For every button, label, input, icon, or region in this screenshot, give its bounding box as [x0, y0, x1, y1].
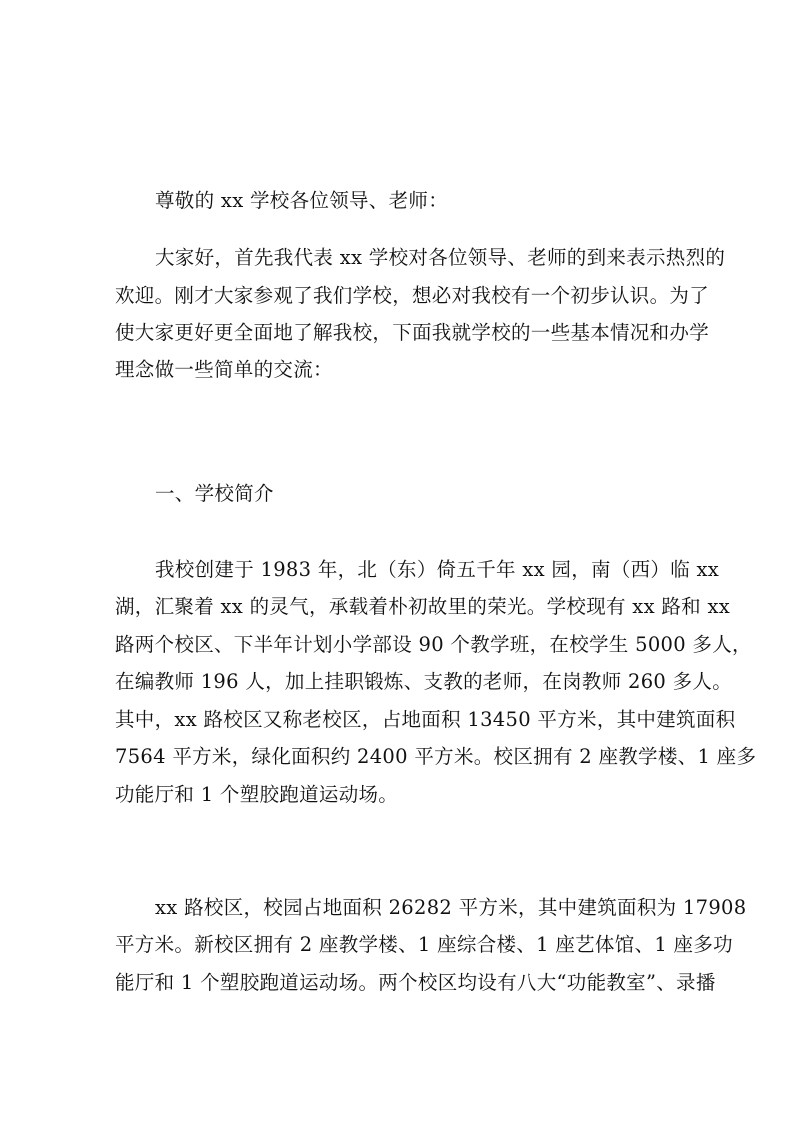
history-line: 路两个校区、下半年计划小学部设 90 个教学班，在校学生 5000 多人，	[115, 633, 752, 656]
intro-line: 理念做一些简单的交流：	[115, 358, 333, 381]
new-campus-line: 平方米。新校区拥有 2 座教学楼、1 座综合楼、1 座艺体馆、1 座多功	[115, 933, 733, 956]
intro-line: 使大家更好更全面地了解我校，下面我就学校的一些基本情况和办学	[115, 321, 710, 344]
salutation: 尊敬的 xx 学校各位领导、老师：	[155, 189, 448, 212]
history-line: 我校创建于 1983 年，北（东）倚五千年 xx 园，南（西）临 xx	[155, 558, 720, 581]
history-line: 湖，汇聚着 xx 的灵气，承载着朴初故里的荣光。学校现有 xx 路和 xx	[115, 595, 731, 618]
history-line: 在编教师 196 人，加上挂职锻炼、支教的老师，在岗教师 260 多人。	[115, 670, 733, 693]
intro-line: 欢迎。刚才大家参观了我们学校，想必对我校有一个初步认识。为了	[115, 284, 710, 307]
new-campus-line: 能厅和 1 个塑胶跑道运动场。两个校区均设有八大“功能教室”、录播	[115, 971, 716, 994]
history-line: 其中，xx 路校区又称老校区，占地面积 13450 平方米，其中建筑面积	[115, 708, 736, 731]
history-line: 7564 平方米，绿化面积约 2400 平方米。校区拥有 2 座教学楼、1 座多	[115, 745, 757, 768]
intro-line: 大家好，首先我代表 xx 学校对各位领导、老师的到来表示热烈的	[155, 246, 726, 269]
section-heading: 一、学校简介	[155, 482, 274, 505]
history-line: 功能厅和 1 个塑胶跑道运动场。	[115, 783, 399, 806]
new-campus-line: xx 路校区，校园占地面积 26282 平方米，其中建筑面积为 17908	[155, 896, 747, 919]
